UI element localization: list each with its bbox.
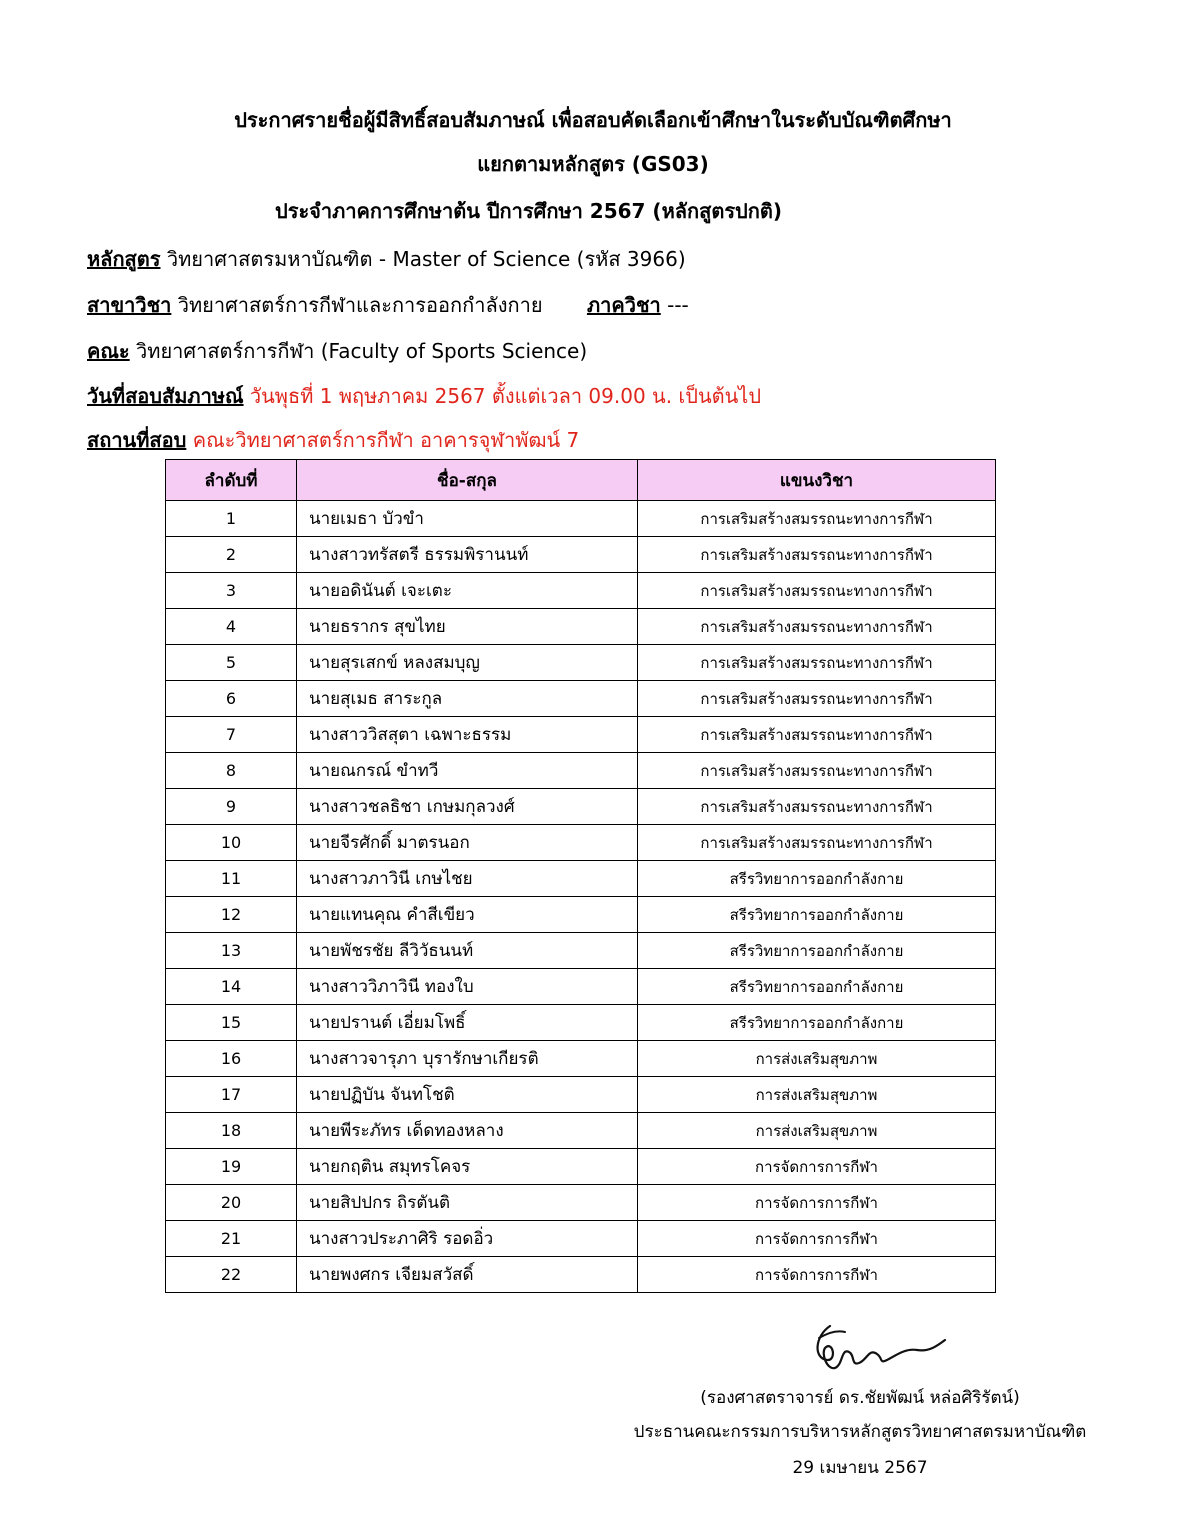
row-number: 10: [166, 825, 297, 861]
branch-name: การเสริมสร้างสมรรถนะทางการกีฬา: [638, 645, 996, 681]
row-number: 4: [166, 609, 297, 645]
candidate-name: นายอดินันต์ เจะเตะ: [297, 573, 638, 609]
branch-name: การเสริมสร้างสมรรถนะทางการกีฬา: [638, 573, 996, 609]
branch-name: การเสริมสร้างสมรรถนะทางการกีฬา: [638, 681, 996, 717]
department-value: ---: [667, 293, 689, 317]
row-number: 2: [166, 537, 297, 573]
branch-name: การเสริมสร้างสมรรถนะทางการกีฬา: [638, 717, 996, 753]
table-row: [166, 789, 996, 825]
candidate-table: [165, 459, 996, 1293]
branch-name: การจัดการการกีฬา: [638, 1221, 996, 1257]
department-info: [587, 289, 689, 321]
department-label: ภาควิชา: [586, 293, 661, 317]
row-number: 15: [166, 1005, 297, 1041]
table-row: [166, 1149, 996, 1185]
candidate-name: นายณกรณ์ ขำทวี: [297, 753, 638, 789]
row-number: 13: [166, 933, 297, 969]
interview-date-info: [87, 380, 761, 412]
table-row: [166, 1221, 996, 1257]
branch-name: การจัดการการกีฬา: [638, 1185, 996, 1221]
row-number: 19: [166, 1149, 297, 1185]
faculty-label: คณะ: [87, 339, 130, 363]
candidate-name: นางสาวจารุภา บุรารักษาเกียรติ: [297, 1041, 638, 1077]
table-row: [166, 1113, 996, 1149]
table-header-row: [166, 460, 996, 501]
candidate-name: นายสิปปกร ถิรตันติ: [297, 1185, 638, 1221]
header-name: ชื่อ-สกุล: [297, 460, 638, 501]
branch-name: การจัดการการกีฬา: [638, 1149, 996, 1185]
exam-place-value: คณะวิทยาศาสตร์การกีฬา อาคารจุฬาพัฒน์ 7: [192, 428, 580, 452]
program-info: [87, 243, 686, 275]
signature-image: [805, 1318, 955, 1378]
row-number: 6: [166, 681, 297, 717]
row-number: 11: [166, 861, 297, 897]
candidate-name: นายปรานต์ เอี่ยมโพธิ์: [297, 1005, 638, 1041]
candidate-name: นางสาวภาวินี เกษไชย: [297, 861, 638, 897]
row-number: 3: [166, 573, 297, 609]
candidate-name: นายกฤติน สมุทรโคจร: [297, 1149, 638, 1185]
candidate-name: นายพัชรชัย ลีวิวัธนนท์: [297, 933, 638, 969]
candidate-name: นายพงศกร เจียมสวัสดิ์: [297, 1257, 638, 1293]
branch-name: การเสริมสร้างสมรรถนะทางการกีฬา: [638, 537, 996, 573]
table-row: [166, 501, 996, 537]
row-number: 18: [166, 1113, 297, 1149]
branch-name: การเสริมสร้างสมรรถนะทางการกีฬา: [638, 501, 996, 537]
branch-name: สรีรวิทยาการออกกำลังกาย: [638, 897, 996, 933]
major-info: [87, 289, 689, 321]
branch-name: สรีรวิทยาการออกกำลังกาย: [638, 1005, 996, 1041]
candidate-name: นายพีระภัทร เด็ดทองหลาง: [297, 1113, 638, 1149]
table-row: [166, 753, 996, 789]
branch-name: สรีรวิทยาการออกกำลังกาย: [638, 969, 996, 1005]
candidate-name: นายสุเมธ สาระกูล: [297, 681, 638, 717]
interview-date-label: วันที่สอบสัมภาษณ์: [87, 384, 244, 408]
row-number: 7: [166, 717, 297, 753]
candidate-name: นายแทนคุณ คำสีเขียว: [297, 897, 638, 933]
branch-name: สรีรวิทยาการออกกำลังกาย: [638, 933, 996, 969]
announcement-date: 29 เมษายน 2567: [792, 1458, 928, 1478]
title-line-2: แยกตามหลักสูตร (GS03): [477, 152, 709, 176]
branch-name: การเสริมสร้างสมรรถนะทางการกีฬา: [638, 753, 996, 789]
major-label: สาขาวิชา: [87, 293, 172, 317]
table-row: [166, 969, 996, 1005]
candidate-name: นายจีรศักดิ์ มาตรนอก: [297, 825, 638, 861]
branch-name: การเสริมสร้างสมรรถนะทางการกีฬา: [638, 789, 996, 825]
signatory-position: ประธานคณะกรรมการบริหารหลักสูตรวิทยาศาสตรมหาบัณฑิต: [633, 1422, 1087, 1442]
row-number: 21: [166, 1221, 297, 1257]
table-row: [166, 1005, 996, 1041]
interview-date-value: วันพุธที่ 1 พฤษภาคม 2567 ตั้งแต่เวลา 09.00 น. เป็นต้นไป: [249, 384, 762, 408]
table-row: [166, 861, 996, 897]
branch-name: การส่งเสริมสุขภาพ: [638, 1077, 996, 1113]
candidate-name: นายปฏิบัน จันทโชติ: [297, 1077, 638, 1113]
candidate-name: นางสาวทรัสตรี ธรรมพิรานนท์: [297, 537, 638, 573]
exam-place-label: สถานที่สอบ: [87, 428, 187, 452]
table-row: [166, 681, 996, 717]
major-value: วิทยาศาสตร์การกีฬาและการออกกำลังกาย: [177, 293, 543, 317]
row-number: 20: [166, 1185, 297, 1221]
table-row: [166, 1041, 996, 1077]
row-number: 17: [166, 1077, 297, 1113]
table-row: [166, 1257, 996, 1293]
faculty-value: วิทยาศาสตร์การกีฬา (Faculty of Sports Science): [136, 339, 588, 363]
exam-place-info: [87, 424, 579, 456]
row-number: 22: [166, 1257, 297, 1293]
row-number: 16: [166, 1041, 297, 1077]
program-label: หลักสูตร: [87, 247, 161, 271]
candidate-name: นายธรากร สุขไทย: [297, 609, 638, 645]
header-order: ลำดับที่: [166, 460, 297, 501]
table-row: [166, 933, 996, 969]
candidate-name: นางสาววิสสุตา เฉพาะธรรม: [297, 717, 638, 753]
row-number: 1: [166, 501, 297, 537]
branch-name: การส่งเสริมสุขภาพ: [638, 1113, 996, 1149]
table-row: [166, 609, 996, 645]
signatory-name: (รองศาสตราจารย์ ดร.ชัยพัฒน์ หล่อศิริรัตน์): [700, 1388, 1020, 1408]
table-row: [166, 1185, 996, 1221]
title-line-3: ประจำภาคการศึกษาต้น ปีการศึกษา 2567 (หลักสูตรปกติ): [275, 199, 782, 223]
row-number: 12: [166, 897, 297, 933]
row-number: 14: [166, 969, 297, 1005]
table-row: [166, 897, 996, 933]
branch-name: การเสริมสร้างสมรรถนะทางการกีฬา: [638, 609, 996, 645]
row-number: 9: [166, 789, 297, 825]
candidate-name: นางสาวชลธิชา เกษมกุลวงศ์: [297, 789, 638, 825]
table-row: [166, 573, 996, 609]
table-row: [166, 825, 996, 861]
table-row: [166, 645, 996, 681]
title-line-1: ประกาศรายชื่อผู้มีสิทธิ์สอบสัมภาษณ์ เพื่อสอบคัดเลือกเข้าศึกษาในระดับบัณฑิตศึกษา: [234, 108, 952, 132]
table-row: [166, 1077, 996, 1113]
header-branch: แขนงวิชา: [638, 460, 996, 501]
candidate-name: นายเมธา บัวขำ: [297, 501, 638, 537]
candidate-name: นางสาวประภาศิริ รอดอิ่ว: [297, 1221, 638, 1257]
candidate-name: นางสาววิภาวินี ทองใบ: [297, 969, 638, 1005]
program-value: วิทยาศาสตรมหาบัณฑิต - Master of Science (รหัส 3966): [166, 247, 686, 271]
table-row: [166, 717, 996, 753]
faculty-info: [87, 335, 587, 367]
branch-name: การส่งเสริมสุขภาพ: [638, 1041, 996, 1077]
row-number: 8: [166, 753, 297, 789]
table-row: [166, 537, 996, 573]
candidate-name: นายสุรเสกข์ หลงสมบุญ: [297, 645, 638, 681]
row-number: 5: [166, 645, 297, 681]
branch-name: สรีรวิทยาการออกกำลังกาย: [638, 861, 996, 897]
branch-name: การเสริมสร้างสมรรถนะทางการกีฬา: [638, 825, 996, 861]
branch-name: การจัดการการกีฬา: [638, 1257, 996, 1293]
